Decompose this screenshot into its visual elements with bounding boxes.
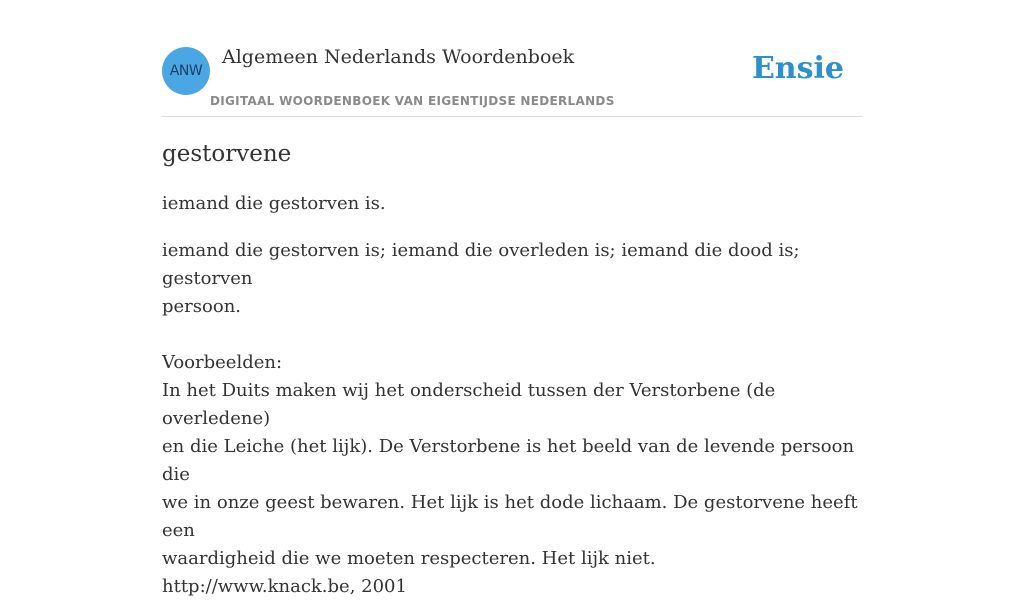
example-source: http://www.knack.be, 2001 bbox=[162, 576, 407, 597]
entry-term: gestorvene bbox=[162, 141, 292, 167]
long-definition bbox=[162, 237, 862, 601]
ensie-brand-logo[interactable]: Ensie bbox=[751, 51, 844, 86]
example-line: waardigheid die we moeten respecteren. Het lijk niet. bbox=[162, 548, 656, 569]
anw-logo-text: ANW bbox=[169, 63, 203, 79]
spacer bbox=[162, 321, 862, 349]
example-line: en die Leiche (het lijk). De Verstorbene is het beeld van de levende persoon die bbox=[162, 436, 855, 485]
site-header bbox=[162, 40, 862, 117]
definition-line: iemand die gestorven is; iemand die overleden is; iemand die dood is; gestorven bbox=[162, 240, 800, 289]
entry-content bbox=[162, 138, 862, 601]
definition-line: persoon. bbox=[162, 296, 242, 317]
short-definition: iemand die gestorven is. bbox=[162, 193, 386, 214]
site-title[interactable]: Algemeen Nederlands Woordenboek bbox=[222, 46, 575, 68]
anw-logo[interactable] bbox=[162, 47, 210, 95]
site-subtitle: DIGITAAL WOORDENBOEK VAN EIGENTIJDSE NEDERLANDS bbox=[210, 94, 615, 108]
examples-label: Voorbeelden: bbox=[162, 352, 283, 373]
example-line: we in onze geest bewaren. Het lijk is het dode lichaam. De gestorvene heeft een bbox=[162, 492, 858, 541]
example-line: In het Duits maken wij het onderscheid tussen der Verstorbene (de overledene) bbox=[162, 380, 776, 429]
